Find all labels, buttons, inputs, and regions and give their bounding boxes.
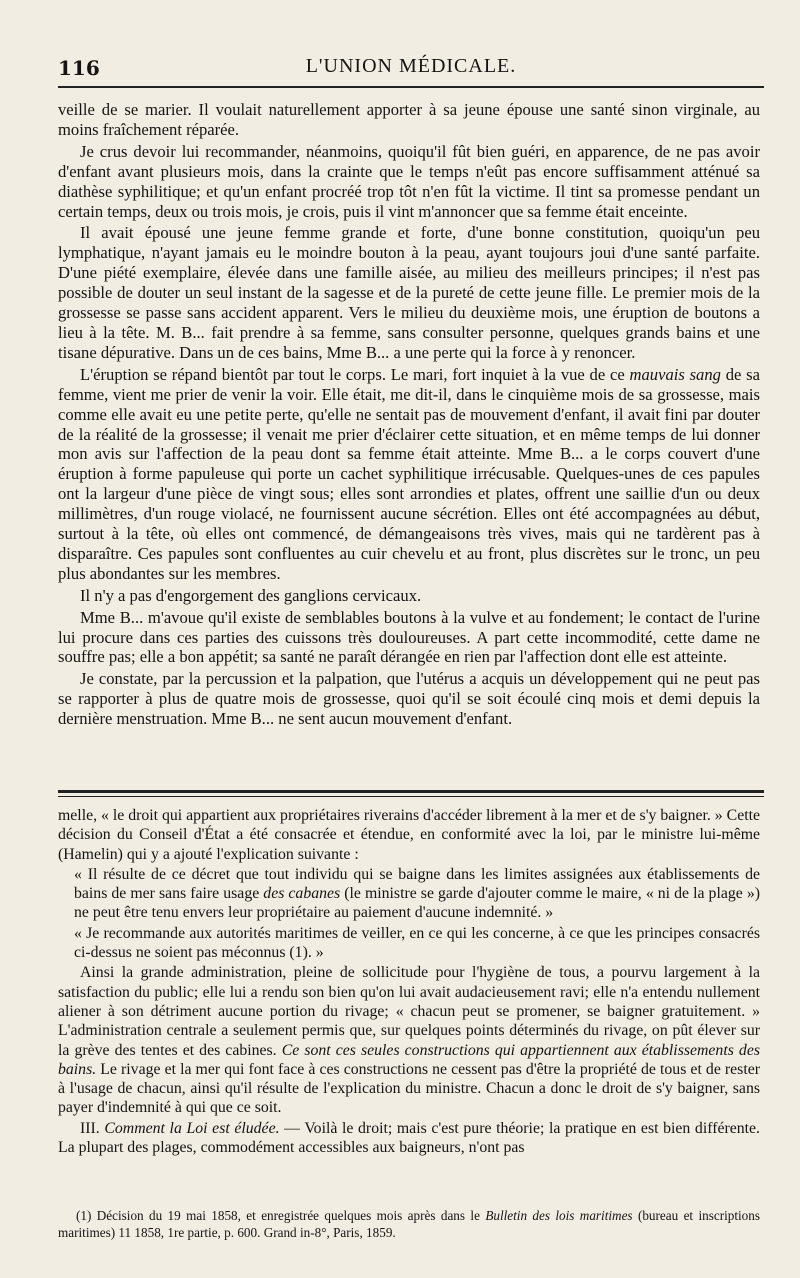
text-run: Ainsi la grande administration, pleine de sollicitude pour l'hygiène de tous, a pourvu largement à la satisfaction du public; elle lui a rendu son bien qu'on lui avait audacieusement ravi; elle n'a entendu nullement aliener à son détriment aucune portion du rivage; « chacun peut se promener, se baigner gratuitement. » L'administration centrale a seulement permis que, sur quelques points déterminés du rivage, on pût élever sur la grève des tentes et des cabines.: [58, 964, 760, 1059]
paragraph: melle, « le droit qui appartient aux propriétaires riverains d'accéder librement à la mer et de s'y baigner. » Cette décision du Conseil d'État a été consacrée et étendue, en conformité avec la loi, par le ministre lui-même (Hamelin) qui y a ajouté l'explication suivante :: [58, 807, 760, 863]
article-body: [58, 100, 760, 729]
paragraph: [58, 365, 760, 584]
section-number: III.: [80, 1119, 100, 1137]
quoted-paragraph: « Je recommande aux autorités maritimes de veiller, en ce qui les concerne, à ce que les principes consacrés ci-dessus ne soient pas méconnus (1). »: [74, 924, 760, 962]
feuilleton-body: [58, 806, 760, 1157]
paragraph: [58, 1119, 760, 1158]
feuilleton-rule-top: [58, 790, 764, 793]
page-number: 116: [58, 56, 100, 80]
paragraph: Mme B... m'avoue qu'il existe de semblables boutons à la vulve et au fondement; le contact de l'urine lui procure dans ces parties des cuissons très douloureuses. A part cette incommodité, cette dame ne souffre pas; elle a bon appétit; sa santé ne paraît dérangée en rien par l'affection dont elle est atteinte.: [58, 607, 760, 667]
italic-phrase: Bulletin des lois maritimes: [485, 1208, 633, 1223]
paragraph: Je constate, par la percussion et la palpation, que l'utérus a acquis un développement qui ne peut pas se rapporter à plus de quatre mois de grossesse, quoi qu'il se soit écoulé cinq mois et demi depuis la dernière menstruation. Mme B... ne sent aucun mouvement d'enfant.: [58, 669, 760, 729]
running-header: [58, 52, 764, 82]
section-title: Comment la Loi est éludée.: [104, 1119, 280, 1137]
paragraph: Il avait épousé une jeune femme grande et forte, d'une bonne constitution, quoiqu'un peu lymphatique, n'ayant jamais eu le moindre bouton à la peau, ayant toujours joui d'une santé parfaite. D'une piété exemplaire, élevée dans une famille aisée, au milieu des meilleurs principes; il n'est pas possible de douter un seul instant de la sagesse et de la pureté de cette jeune fille. Le premier mois de la grossesse se passe sans accident apparent. Vers le milieu du deuxième mois, une éruption de boutons a lieu à la tête. M. B... fait prendre à sa femme, sans consulter personne, quelques grands bains et une tisane dépurative. Dans un de ces bains, Mme B... a une perte qui la force à y renoncer.: [58, 223, 760, 362]
italic-phrase: des cabanes: [263, 885, 341, 903]
header-rule: [58, 86, 764, 88]
text-run: Le rivage et la mer qui font face à ces constructions ne cessent pas d'être la propriété de tous et de rester à l'usage de chacun, ainsi qu'il résulte de l'explication du ministre. Chacun a donc le droit de s'y baigner, sans payer d'indemnité à qui que ce soit.: [58, 1060, 760, 1117]
footnote: [58, 1208, 760, 1241]
text-run: « Il résulte de ce décret que tout individu qui se baigne dans les limites assignées aux établissements de bains de mer sans faire usage: [74, 865, 760, 903]
paragraph: [58, 963, 760, 1117]
text-run: de sa femme, vient me prier de venir la voir. Elle était, me dit-il, dans le cinquième mois de sa grossesse, mais comme elle avait eu une petite perte, qu'elle ne sentait pas de mouvement d'enfant, il avait fini par douter de la réalité de la grossesse; il venait me prier d'éclairer cette situation, et en même temps de lui donner mon avis sur l'affection de la peau dont sa femme était atteinte. Mme B... a le corps couvert d'une éruption à forme papuleuse qui porte un cachet syphilitique irrécusable. Quelques-unes de ces papules ont la largeur d'une pièce de vingt sous; elles sont arrondies et plates, offrent une saillie d'un ou deux millimètres, d'un rouge violacé, ne fournissent aucune sécrétion. Elles ont été accompagnées au début, surtout à la tête, où elles ont commencé, de démangeaisons très vives, mais qui ne tardèrent pas à disparaître. Ces papules sont confluentes au cuir chevelu et au front, plus discrètes sur le tronc, un peu plus abondantes sur les membres.: [58, 364, 760, 583]
paragraph: Il n'y a pas d'engorgement des ganglions cervicaux.: [80, 585, 422, 605]
text-run: — Voilà le droit; mais c'est pure théorie; la pratique en est bien différente. La plupart des plages, commodément accessibles aux baigneurs, n'ont pas: [58, 1119, 760, 1157]
text-run: (bureau et inscriptions maritimes) 11 1858, 1re partie, p. 600. Grand in-8°, Paris, 1859.: [58, 1208, 761, 1240]
text-run: (1) Décision du 19 mai 1858, et enregistrée quelques mois après dans le: [76, 1208, 480, 1223]
feuilleton-rule-bottom: [58, 796, 764, 797]
text-run: (le ministre se garde d'ajouter comme le maire, « ni de la plage ») ne peut être tenu envers leur propriétaire au paiement d'aucune indemnité. »: [74, 885, 760, 922]
paragraph: veille de se marier. Il voulait naturellement apporter à sa jeune épouse une santé sinon virginale, au moins fraîchement réparée.: [58, 100, 760, 139]
italic-phrase: Ce sont ces seules constructions qui appartiennent aux établissements des bains.: [58, 1041, 760, 1078]
journal-title: L'UNION MÉDICALE.: [305, 55, 517, 77]
paragraph: Je crus devoir lui recommander, néanmoins, quoiqu'il fût bien guéri, en apparence, de ne pas avoir d'enfant avant plusieurs mois, dans la crainte que le temps n'eût pas encore suffisamment atténué sa diathèse syphilitique; et qu'un enfant procréé trop tôt n'en fût la victime. Il tint sa promesse pendant un certain temps, deux ou trois mois, je crois, puis il vint m'annoncer que sa femme était enceinte.: [58, 141, 760, 221]
italic-phrase: mauvais sang: [629, 364, 721, 384]
text-run: L'éruption se répand bientôt par tout le corps. Le mari, fort inquiet à la vue de ce: [80, 364, 625, 384]
quoted-paragraph: [58, 865, 760, 923]
